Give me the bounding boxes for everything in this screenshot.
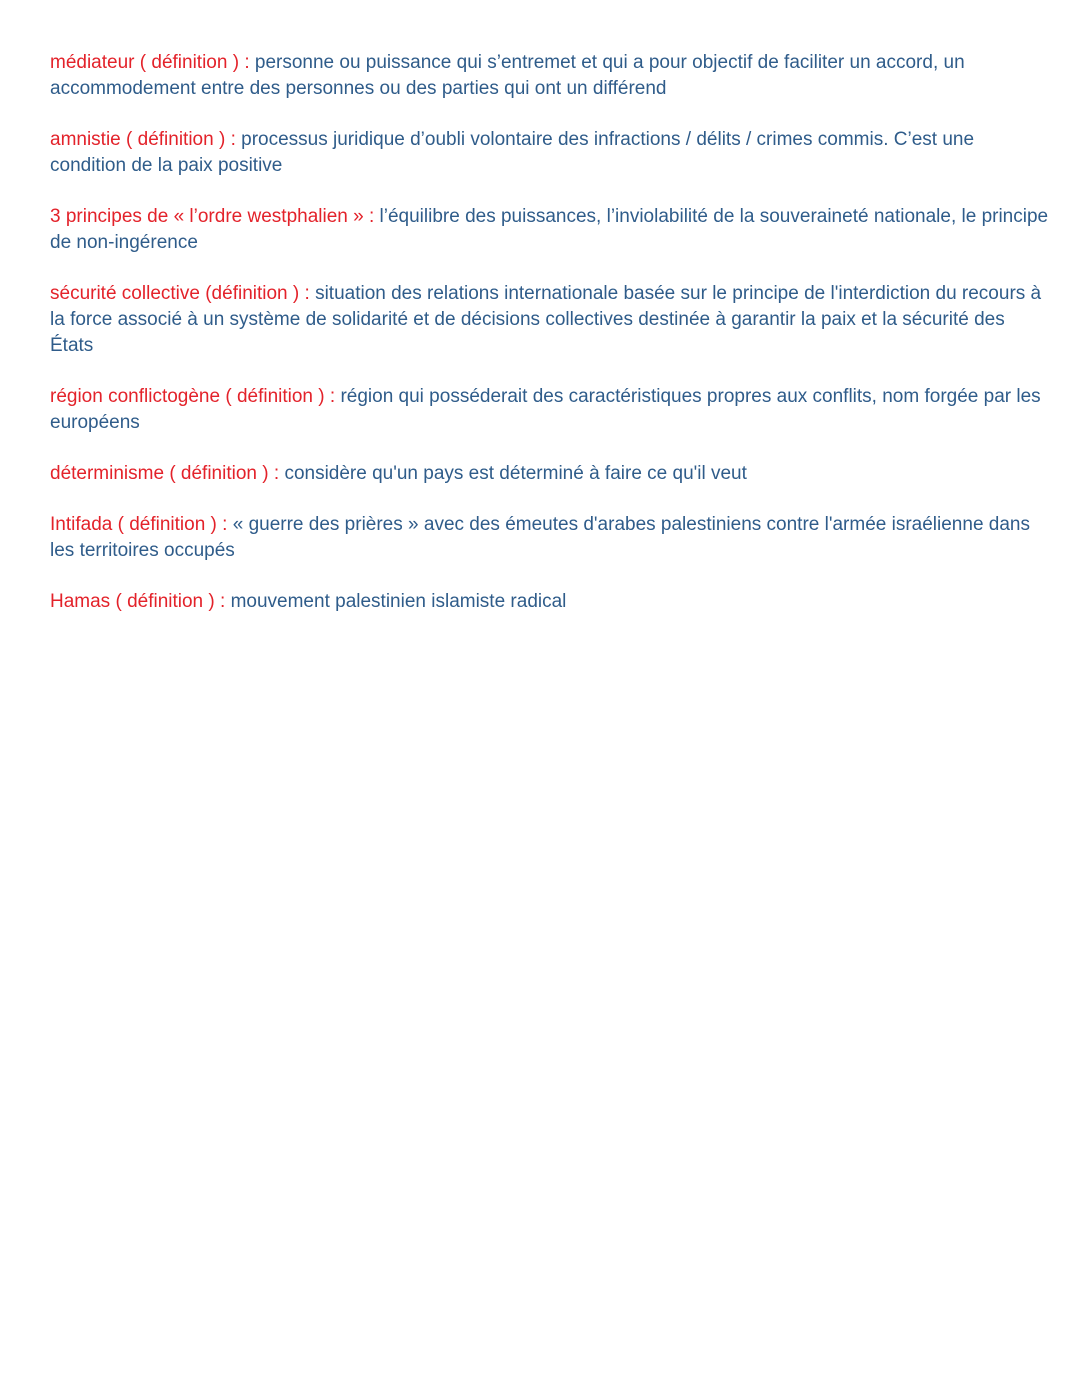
definition: personne ou puissance qui s’entremet et qui a pour objectif de faciliter un accord, un accommodement entre des personnes ou des parties qui ont un différend [50,52,965,99]
definition-entry-ordre-westphalien [50,204,1050,256]
term: sécurité collective (définition ) : [50,283,310,304]
term: 3 principes de « l’ordre westphalien » : [50,206,375,227]
definition: l’équilibre des puissances, l’inviolabilité de la souveraineté nationale, le principe de non-ingérence [50,206,1049,253]
definition: considère qu'un pays est déterminé à faire ce qu'il veut [284,463,747,484]
definition-entry-determinisme [50,461,1050,487]
term: déterminisme ( définition ) : [50,463,280,484]
term: Intifada ( définition ) : [50,514,228,535]
definition-entry-intifada [50,512,1050,564]
definition: mouvement palestinien islamiste radical [230,591,567,612]
definition: région qui posséderait des caractéristiques propres aux conflits, nom forgée par les européens [50,386,1041,433]
definition-entry-securite-collective [50,281,1050,359]
definitions-document [50,50,1050,640]
definition: situation des relations internationale basée sur le principe de l'interdiction du recours à la force associé à un système de solidarité et de décisions collectives destinée à garantir la paix et la sécurité des États [50,283,1042,356]
definition-entry-region-conflictogene [50,384,1050,436]
term: Hamas ( définition ) : [50,591,226,612]
definition-entry-mediateur [50,50,1050,102]
term: amnistie ( définition ) : [50,129,236,150]
term: médiateur ( définition ) : [50,52,250,73]
term: région conflictogène ( définition ) : [50,386,336,407]
definition: processus juridique d’oubli volontaire des infractions / délits / crimes commis. C’est une condition de la paix positive [50,129,975,176]
definition: « guerre des prières » avec des émeutes d'arabes palestiniens contre l'armée israélienne dans les territoires occupés [50,514,1030,561]
definition-entry-hamas [50,589,1050,615]
definition-entry-amnistie [50,127,1050,179]
